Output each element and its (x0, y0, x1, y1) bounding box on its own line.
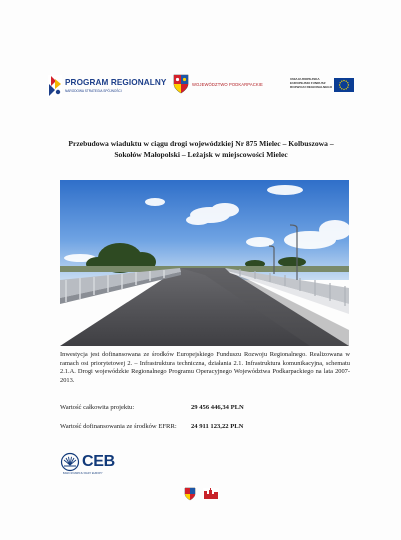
ceb-name: CEB (82, 453, 115, 470)
total-cost-value: 29 456 446,34 PLN (191, 404, 244, 411)
viaduct-photo (60, 180, 349, 346)
efrr-cost-row (60, 423, 350, 430)
wojewodztwo-podkarpackie-logo (173, 74, 263, 94)
eu-text-line: ROZWOJU REGIONALNEGO (290, 84, 333, 89)
eu-flag-icon (334, 78, 354, 92)
ceb-emblem-icon (60, 452, 80, 472)
efrr-cost-label: Wartość dofinansowania ze środków EFRR: (60, 423, 177, 430)
program-regionalny-icon (48, 75, 62, 97)
funding-paragraph: Inwestycja jest dofinansowana ze środków Europejskiego Funduszu Rozwoju Regionalnego. Realizowana w ramach osi priorytetowej 2. – Infrastruktura techniczna, działania 2.1. Infrastruktura komunikacyjna, schematu 2.1.A. Drogi wojewódzkie Regionalnego Programu Operacyjnego Województwa Podkarpackiego na lata 2007- 2013. (60, 351, 350, 384)
title-line: Sokołów Małopolski – Leżajsk w miejscowości Mielec (114, 150, 288, 159)
bottom-logos (184, 487, 220, 501)
ceb-subtitle: BANK ROZWOJU RADY EUROPY (63, 472, 103, 475)
efrr-cost-value: 24 911 123,22 PLN (191, 423, 244, 430)
program-regionalny-title: PROGRAM REGIONALNY (65, 78, 167, 88)
eu-text (290, 77, 333, 90)
title-line: Przebudowa wiaduktu w ciągu drogi wojewódzkiej Nr 875 Mielec – Kolbuszowa – (68, 139, 334, 148)
wojewodztwo-text: WOJEWÓDZTWO PODKARPACKIE (192, 81, 263, 87)
coat-of-arms-icon (173, 74, 189, 94)
document-title (60, 138, 342, 160)
program-regionalny-logo (48, 75, 166, 97)
ceb-logo (60, 452, 115, 472)
eu-text-line: EUROPEJSKI FUNDUSZ (290, 80, 326, 85)
coat-of-arms-small-icon (184, 487, 196, 501)
total-cost-label: Wartość całkowita projektu: (60, 404, 135, 411)
eu-text-line: UNIA EUROPEJSKA (290, 77, 320, 81)
logo-bar (48, 72, 366, 104)
mielec-emblem-icon (202, 487, 220, 501)
program-regionalny-subtitle: NARODOWA STRATEGIA SPÓJNOŚCI (65, 88, 122, 93)
eu-logo (290, 78, 354, 92)
total-cost-row (60, 404, 350, 411)
